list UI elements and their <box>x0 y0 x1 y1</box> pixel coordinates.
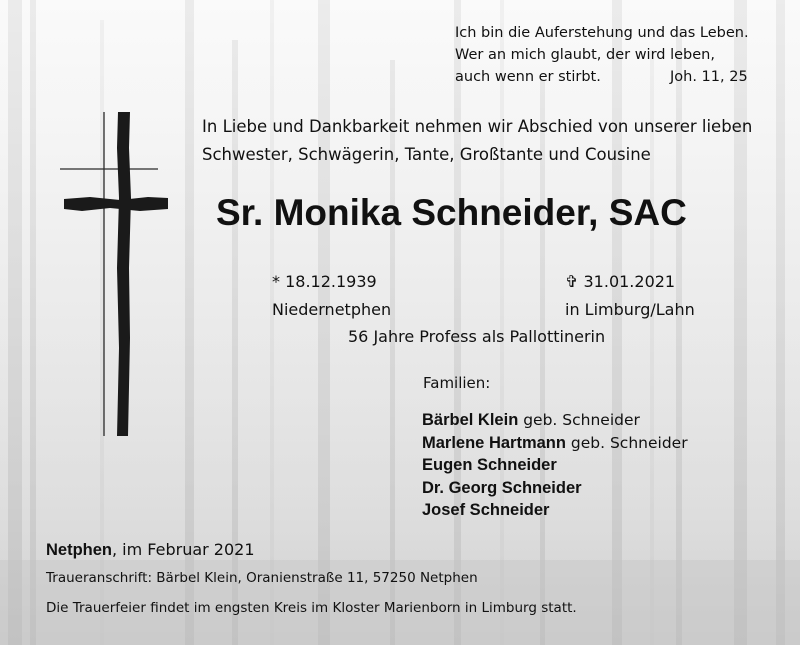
intro-text <box>202 113 752 169</box>
family-member <box>422 477 688 500</box>
date-text: , im Februar 2021 <box>112 540 255 559</box>
deceased-name: Sr. Monika Schneider, SAC <box>216 192 687 233</box>
intro-line: Schwester, Schwägerin, Tante, Großtante und Cousine <box>202 145 651 164</box>
mourning-address: Traueranschrift: Bärbel Klein, Oranienstraße 11, 57250 Netphen <box>46 570 478 586</box>
intro-line: In Liebe und Dankbarkeit nehmen wir Abschied von unserer lieben <box>202 117 753 136</box>
funeral-notice: Die Trauerfeier findet im engsten Kreis im Kloster Marienborn in Limburg statt. <box>46 600 577 616</box>
verse-reference: Joh. 11, 25 <box>670 69 748 85</box>
birth-info <box>272 268 391 324</box>
verse-line: auch wenn er stirbt. <box>455 69 601 85</box>
family-member-suffix: geb. Schneider <box>565 433 688 452</box>
family-member <box>422 432 688 455</box>
place-date-line <box>46 538 255 562</box>
family-member-name: Eugen Schneider <box>422 456 557 474</box>
family-list <box>422 409 688 522</box>
family-member-name: Bärbel Klein <box>422 411 519 429</box>
birth-place: Niedernetphen <box>272 300 392 319</box>
family-heading: Familien: <box>423 374 491 392</box>
bible-verse <box>455 22 749 88</box>
death-info <box>565 268 695 324</box>
verse-line: Ich bin die Auferstehung und das Leben. <box>455 25 749 41</box>
verse-line: Wer an mich glaubt, der wird leben, <box>455 47 715 63</box>
family-member <box>422 409 688 432</box>
death-place: in Limburg/Lahn <box>565 300 695 319</box>
birth-date: * 18.12.1939 <box>272 272 377 291</box>
family-member <box>422 499 688 522</box>
profession-line: 56 Jahre Profess als Pallottinerin <box>348 327 606 346</box>
place-name: Netphen <box>46 541 112 559</box>
family-member-name: Marlene Hartmann <box>422 433 566 452</box>
cross-icon <box>60 108 172 440</box>
family-member-name: Josef Schneider <box>422 501 550 519</box>
family-member-suffix: geb. Schneider <box>518 411 640 429</box>
family-member <box>422 454 688 477</box>
family-member-name: Dr. Georg Schneider <box>422 478 582 497</box>
death-date: ✞ 31.01.2021 <box>565 272 676 291</box>
